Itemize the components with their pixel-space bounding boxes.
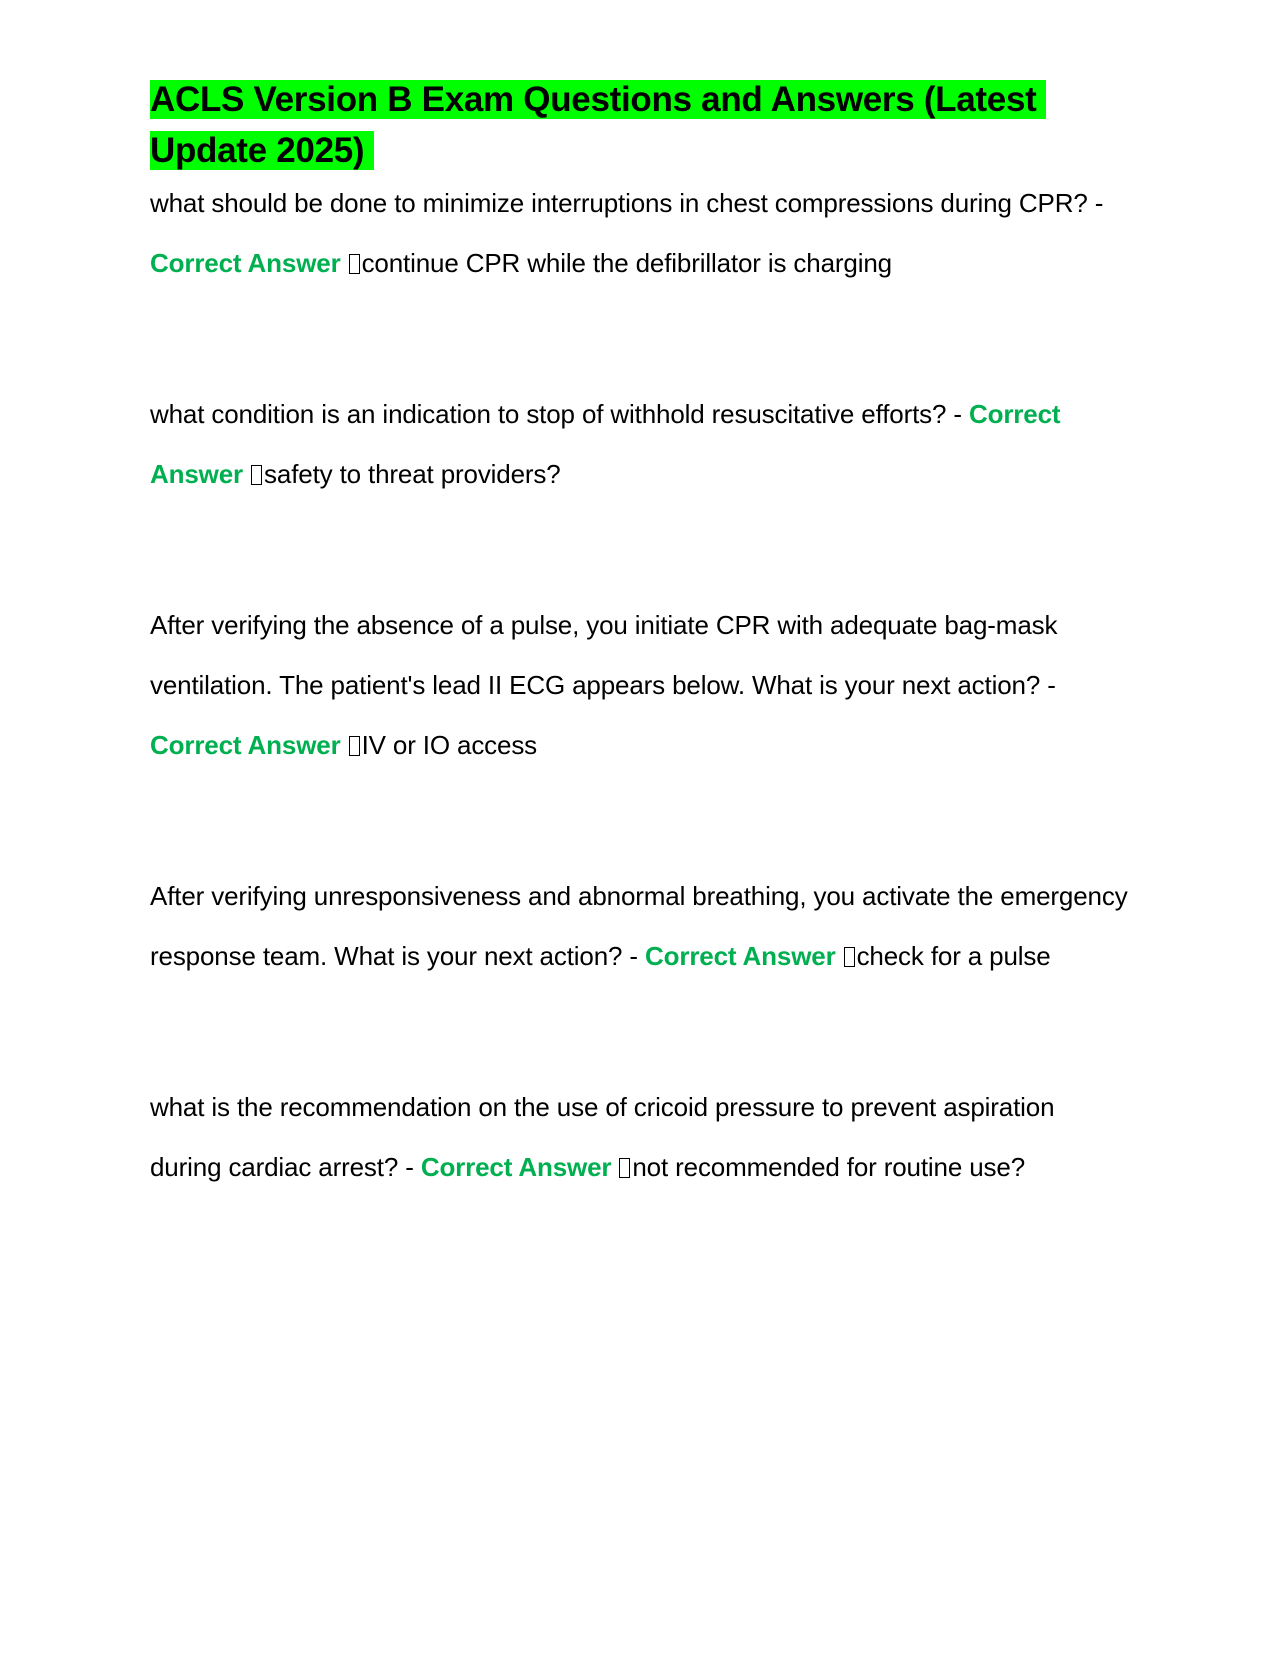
- question-text: what condition is an indication to stop of withhold resuscitative efforts?: [150, 399, 947, 429]
- missing-glyph-icon: [349, 254, 360, 274]
- separator: -: [946, 399, 969, 429]
- answer-text: continue CPR while the defibrillator is charging: [361, 248, 892, 278]
- answer-text: IV or IO access: [361, 730, 538, 760]
- qa-item-1: [150, 173, 1130, 293]
- qa-item-4: [150, 866, 1130, 986]
- qa-item-3: [150, 595, 1130, 775]
- qa-item-5: [150, 1077, 1130, 1197]
- missing-glyph-icon: [251, 465, 262, 485]
- missing-glyph-icon: [844, 947, 855, 967]
- question-text: After verifying unresponsiveness and abnormal breathing, you activate the emergency response team. What is your next action?: [150, 881, 1128, 971]
- answer-text: safety to threat providers?: [264, 459, 561, 489]
- separator: -: [622, 941, 646, 971]
- question-text: what should be done to minimize interruptions in chest compressions during CPR?: [150, 188, 1088, 218]
- missing-glyph-icon: [619, 1158, 630, 1178]
- correct-answer-label: Correct Answer: [150, 248, 341, 278]
- question-text: what is the recommendation on the use of cricoid pressure to prevent aspiration during cardiac arrest?: [150, 1092, 1055, 1182]
- correct-answer-label: Correct Answer: [420, 1152, 612, 1182]
- separator: -: [398, 1152, 421, 1182]
- question-text: After verifying the absence of a pulse, you initiate CPR with adequate bag-mask ventilation. The patient's lead II ECG appears below. What is your next action?: [150, 610, 1058, 700]
- missing-glyph-icon: [349, 736, 360, 756]
- qa-item-2: [150, 384, 1130, 504]
- title-highlight: ACLS Version B Exam Questions and Answers (Latest Update 2025): [150, 80, 1046, 170]
- correct-answer-label: Correct Answer: [150, 730, 341, 760]
- document-title: [150, 74, 1130, 176]
- correct-answer-label: Correct Answer: [645, 941, 836, 971]
- separator: -: [1087, 188, 1104, 218]
- document-page: [150, 74, 1130, 1197]
- separator: -: [1040, 670, 1056, 700]
- correct-answer-label: Correct Answer: [150, 399, 1061, 489]
- answer-text: check for a pulse: [856, 941, 1051, 971]
- answer-text: not recommended for routine use?: [632, 1152, 1026, 1182]
